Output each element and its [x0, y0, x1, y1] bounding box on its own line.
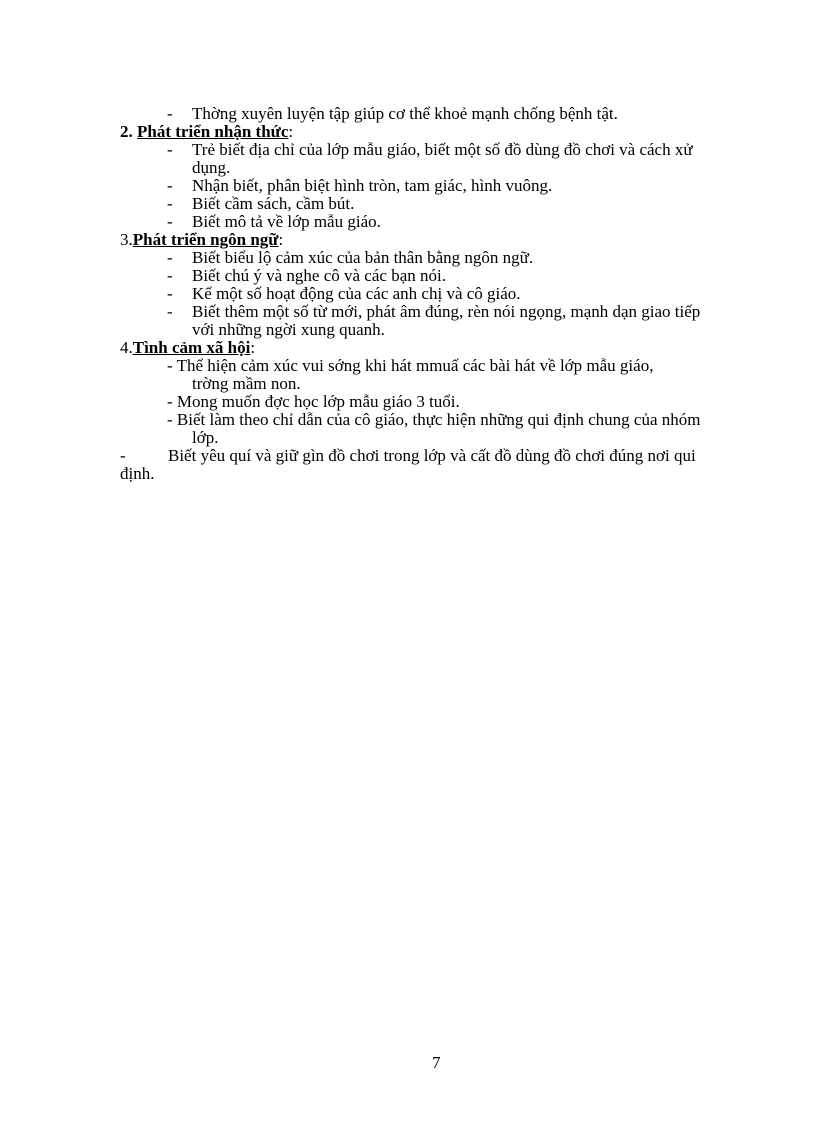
list-item-text: Biết thêm một số từ mới, phát âm đúng, rèn nói ngọng, mạnh dạn giao tiếp	[192, 302, 701, 321]
list-item-text: Biết biểu lộ cảm xúc của bản thân bằng ngôn ngữ.	[192, 248, 534, 267]
bullet-dash: -	[167, 194, 173, 213]
section-title: Phát triển nhận thức	[137, 122, 289, 141]
bullet-dash: -	[167, 302, 173, 321]
section-number: 3.	[120, 230, 133, 249]
list-item-text: lớp.	[192, 428, 219, 447]
list-item-text: - Thể hiện cảm xúc vui sớng khi hát mmuấ các bài hát về lớp mẫu giáo,	[167, 356, 654, 375]
bullet-dash: -	[120, 446, 126, 465]
section-number: 2.	[120, 122, 133, 141]
section-colon: :	[288, 122, 294, 141]
bullet-dash: -	[167, 248, 173, 267]
list-item-text: Thờng xuyên luyện tập giúp cơ thể khoẻ mạnh chống bệnh tật.	[192, 104, 618, 123]
list-item-text: - Biết làm theo chỉ dẫn của cô giáo, thực hiện những qui định chung của nhóm	[167, 410, 701, 429]
section-number: 4.	[120, 338, 133, 357]
list-item-text: Biết yêu quí và giữ gìn đồ chơi trong lớp và cất đồ dùng đồ chơi đúng nơi qui	[168, 446, 696, 465]
bullet-dash: -	[167, 176, 173, 195]
list-item-text: Kể một số hoạt động của các anh chị và cô giáo.	[192, 284, 521, 303]
list-item-text: Trẻ biết địa chỉ của lớp mẫu giáo, biết một số đồ dùng đồ chơi và cách xử	[192, 140, 693, 159]
list-item-text: Nhận biết, phân biệt hình tròn, tam giác, hình vuông.	[192, 176, 553, 195]
list-item-text: Biết mô tả về lớp mẫu giáo.	[192, 212, 381, 231]
section-colon: :	[278, 230, 284, 249]
bullet-dash: -	[167, 212, 173, 231]
bullet-dash: -	[167, 266, 173, 285]
list-item-text: dụng.	[192, 158, 231, 177]
section-title: Tình cảm xã hội	[132, 338, 251, 357]
bullet-dash: -	[167, 284, 173, 303]
list-item-text: với những ngời xung quanh.	[192, 320, 385, 339]
bullet-dash: -	[167, 140, 173, 159]
list-item-text: định.	[120, 464, 155, 483]
list-item-text: - Mong muốn đợc học lớp mẫu giáo 3 tuổi.	[167, 392, 460, 411]
list-item-text: trờng mầm non.	[192, 374, 301, 393]
bullet-dash: -	[167, 104, 173, 123]
list-item-text: Biết cầm sách, cầm bút.	[192, 194, 355, 213]
section-title: Phát triển ngôn ngữ	[132, 230, 279, 249]
page-number: 7	[432, 1053, 441, 1072]
section-colon: :	[250, 338, 256, 357]
section-heading	[120, 339, 255, 357]
section-heading	[120, 123, 293, 141]
list-item-text: Biết chú ý và nghe cô và các bạn nói.	[192, 266, 446, 285]
section-heading	[120, 231, 283, 249]
